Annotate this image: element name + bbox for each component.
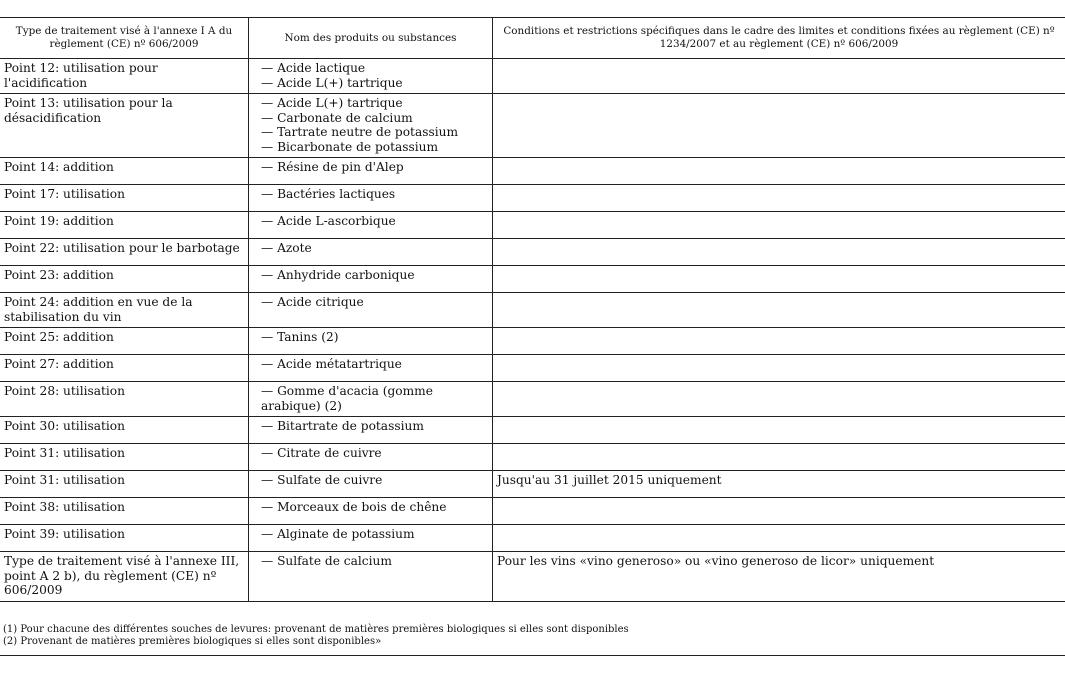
treatment-type-cell: Point 22: utilisation pour le barbotage: [0, 239, 249, 266]
treatment-type-cell: Point 30: utilisation: [0, 417, 249, 444]
treatment-type-cell: Point 14: addition: [0, 158, 249, 185]
substance-item: [253, 96, 488, 111]
table-row: [0, 417, 1065, 444]
treatment-type-cell: Point 31: utilisation: [0, 444, 249, 471]
table-row: [0, 525, 1065, 552]
conditions-cell: [493, 498, 1065, 525]
table-row: [0, 185, 1065, 212]
treatment-type-cell: Point 31: utilisation: [0, 471, 249, 498]
substances-cell: [249, 328, 493, 355]
substance-name: Bicarbonate de potassium: [277, 139, 439, 154]
substance-name: Acide L-ascorbique: [277, 214, 396, 228]
substances-cell: [249, 266, 493, 293]
substance-name: Anhydride carbonique: [277, 268, 415, 282]
substances-cell: [249, 417, 493, 444]
substances-cell: [249, 525, 493, 552]
conditions-cell: [493, 525, 1065, 552]
substance-item: [253, 500, 488, 515]
substance-item: [253, 446, 488, 461]
substances-cell: [249, 158, 493, 185]
substance-name: Carbonate de calcium: [277, 110, 413, 125]
table-row: [0, 382, 1065, 417]
substance-name: Citrate de cuivre: [277, 446, 382, 460]
table-row: [0, 266, 1065, 293]
substance-item: [253, 214, 488, 229]
conditions-cell: [493, 94, 1065, 158]
conditions-cell: Pour les vins «vino generoso» ou «vino generoso de licor» uniquement: [493, 552, 1065, 602]
table-body: [0, 59, 1065, 602]
substance-item: [253, 419, 488, 434]
table-row: [0, 471, 1065, 498]
table-row: [0, 355, 1065, 382]
conditions-cell: [493, 185, 1065, 212]
substances-cell: [249, 355, 493, 382]
bottom-divider: [0, 655, 1065, 656]
treatment-type-cell: Point 12: utilisation pour l'acidification: [0, 59, 249, 94]
footnote-line: [0, 624, 1065, 636]
conditions-cell: [493, 293, 1065, 328]
substances-cell: [249, 444, 493, 471]
substance-item: [253, 160, 488, 175]
treatment-type-cell: Point 39: utilisation: [0, 525, 249, 552]
footnotes: [0, 624, 1065, 647]
table-row: [0, 212, 1065, 239]
treatment-type-cell: Point 38: utilisation: [0, 498, 249, 525]
treatment-type-cell: Point 24: addition en vue de la stabilisation du vin: [0, 293, 249, 328]
treatment-type-cell: Point 23: addition: [0, 266, 249, 293]
conditions-cell: [493, 355, 1065, 382]
treatment-type-cell: Point 25: addition: [0, 328, 249, 355]
substance-item: [253, 384, 488, 413]
table-row: [0, 498, 1065, 525]
treatment-type-cell: Point 28: utilisation: [0, 382, 249, 417]
footnote-reference: (2): [324, 398, 342, 413]
substance-item: [253, 241, 488, 256]
footnote-mark: (2): [3, 635, 18, 647]
substance-item: [253, 111, 488, 126]
treatment-type-cell: Point 19: addition: [0, 212, 249, 239]
table-row: [0, 552, 1065, 602]
substances-table: [0, 17, 1065, 602]
substance-name: Sulfate de cuivre: [277, 473, 383, 487]
substance-name: Résine de pin d'Alep: [277, 160, 404, 174]
conditions-cell: [493, 239, 1065, 266]
header-product-names: Nom des produits ou substances: [249, 18, 493, 59]
substance-name: Bactéries lactiques: [277, 187, 396, 201]
substances-cell: [249, 185, 493, 212]
table-header-row: [0, 18, 1065, 59]
footnote-reference: (2): [321, 330, 339, 344]
conditions-cell: [493, 382, 1065, 417]
substances-cell: [249, 239, 493, 266]
substance-item: [253, 140, 488, 155]
substance-item: [253, 295, 488, 310]
substance-name: Tanins: [277, 330, 318, 344]
table-row: [0, 59, 1065, 94]
conditions-cell: [493, 266, 1065, 293]
table-row: [0, 293, 1065, 328]
table-row: [0, 444, 1065, 471]
substance-item: [253, 357, 488, 372]
substance-item: [253, 76, 488, 91]
substance-item: [253, 473, 488, 488]
substances-cell: [249, 94, 493, 158]
table-row: [0, 94, 1065, 158]
substance-name: Morceaux de bois de chêne: [277, 500, 447, 514]
substance-item: [253, 554, 488, 569]
table-row: [0, 239, 1065, 266]
header-treatment-type: Type de traitement visé à l'annexe I A du règlement (CE) nº 606/2009: [0, 18, 249, 59]
substance-name: Sulfate de calcium: [277, 554, 392, 568]
substances-cell: [249, 293, 493, 328]
conditions-cell: [493, 444, 1065, 471]
substance-name: Bitartrate de potassium: [277, 419, 424, 433]
footnote-text: Pour chacune des différentes souches de levures: provenant de matières premières biologiques si elles sont disponibles: [20, 624, 629, 635]
table-row: [0, 158, 1065, 185]
footnote-text: Provenant de matières premières biologiques si elles sont disponibles»: [20, 635, 382, 647]
substance-item: [253, 125, 488, 140]
substance-name: Tartrate neutre de potassium: [277, 125, 459, 139]
substances-cell: [249, 498, 493, 525]
substance-name: Acide métatartrique: [277, 357, 402, 371]
treatment-type-cell: Point 17: utilisation: [0, 185, 249, 212]
substance-item: [253, 527, 488, 542]
substance-item: [253, 187, 488, 202]
substance-name: Acide L(+) tartrique: [277, 75, 403, 90]
substance-item: [253, 268, 488, 283]
treatment-type-cell: Point 27: addition: [0, 355, 249, 382]
substance-item: [253, 330, 488, 345]
conditions-cell: Jusqu'au 31 juillet 2015 uniquement: [493, 471, 1065, 498]
header-conditions: Conditions et restrictions spécifiques dans le cadre des limites et conditions fixées au règlement (CE) nº 1234/2007 et au règlement (CE) nº 606/2009: [493, 18, 1065, 59]
substances-cell: [249, 471, 493, 498]
substances-cell: [249, 382, 493, 417]
conditions-cell: [493, 417, 1065, 444]
treatment-type-cell: Point 13: utilisation pour la désacidification: [0, 94, 249, 158]
substance-item: [253, 61, 488, 76]
conditions-cell: [493, 212, 1065, 239]
conditions-cell: [493, 59, 1065, 94]
table-row: [0, 328, 1065, 355]
substances-cell: [249, 59, 493, 94]
substance-name: Acide L(+) tartrique: [277, 96, 403, 110]
substances-cell: [249, 212, 493, 239]
substance-name: Acide lactique: [277, 61, 366, 75]
substance-name: Azote: [277, 241, 312, 255]
conditions-cell: [493, 328, 1065, 355]
substance-name: Alginate de potassium: [277, 527, 415, 541]
footnote-line: [0, 636, 1065, 648]
conditions-cell: [493, 158, 1065, 185]
treatment-type-cell: Type de traitement visé à l'annexe III, point A 2 b), du règlement (CE) nº 606/2009: [0, 552, 249, 602]
substance-name: Acide citrique: [277, 295, 364, 309]
substances-cell: [249, 552, 493, 602]
footnote-mark: (1): [3, 624, 18, 635]
substance-name: Gomme d'acacia (gomme arabique): [261, 384, 433, 413]
